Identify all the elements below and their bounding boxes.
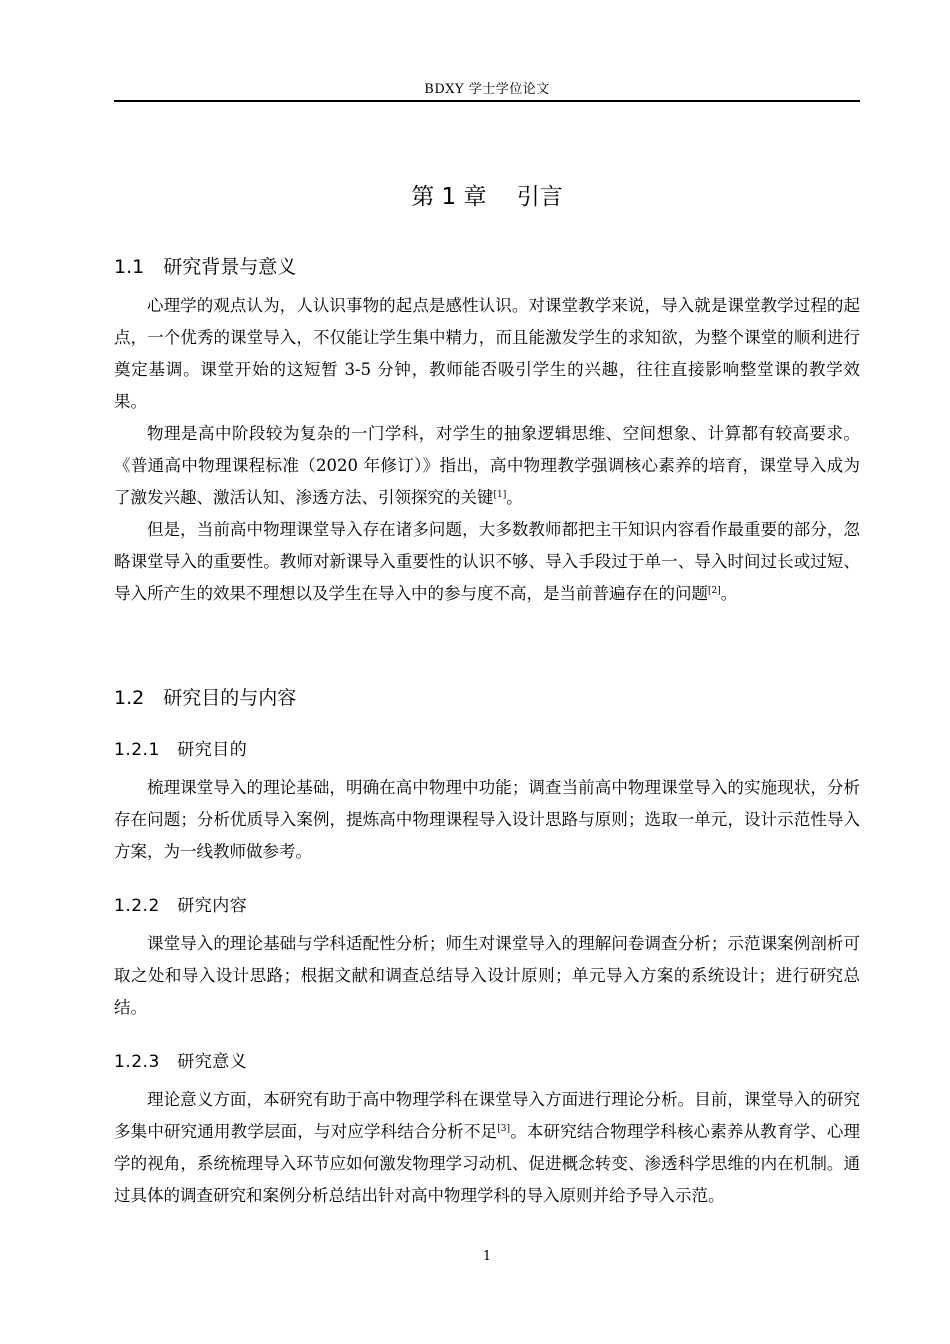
paragraph-tail: 。 <box>506 488 523 507</box>
page-number: 1 <box>482 1249 492 1264</box>
paragraph-significance <box>114 1084 860 1212</box>
paragraph-physics <box>114 418 860 514</box>
citation-ref: [2] <box>708 586 721 596</box>
section-heading-1-2: 1.2 研究目的与内容 <box>114 687 297 709</box>
paragraph-background <box>114 290 860 418</box>
subsection-heading-1-2-1: 1.2.1 研究目的 <box>114 740 248 760</box>
paragraph-tail: 。 <box>720 584 738 603</box>
chapter-title: 第 1 章 引言 <box>411 184 563 210</box>
citation-ref: [1] <box>493 490 507 500</box>
section-heading-1-1: 1.1 研究背景与意义 <box>114 256 297 278</box>
paragraph-text: 但是，当前高中物理课堂导入存在诸多问题，大多数教师都把主干知识内容看作最重要的部分，忽略课堂导入的重要性。教师对新课导入重要性的认识不够、导入手段过于单一、导入时间过长或过短、导入所产生的效果不理想以及学生在导入中的参与度不高，是当前普遍存在的问题 <box>114 520 860 603</box>
citation-ref: [3] <box>497 1124 511 1134</box>
paragraph-purpose: 梳理课堂导入的理论基础，明确在高中物理中功能；调查当前高中物理课堂导入的实施现状，分析存在问题；分析优质导入案例，提炼高中物理课程导入设计思路与原则；选取一单元，设计示范性导入方案，为一线教师做参考。 <box>114 778 860 861</box>
subsection-heading-1-2-2: 1.2.2 研究内容 <box>114 896 248 916</box>
paragraph-text: 理论意义方面，本研究有助于高中物理学科在课堂导入方面进行理论分析。目前，课堂导入的研究多集中研究通用教学层面，与对应学科结合分析不足 <box>114 1090 860 1141</box>
header-rule <box>114 100 860 102</box>
paragraph-problems <box>114 514 860 610</box>
paragraph-text: 心理学的观点认为，人认识事物的起点是感性认识。对课堂教学来说，导入就是课堂教学过程的起点，一个优秀的课堂导入，不仅能让学生集中精力，而且能激发学生的求知欲，为整个课堂的顺利进行奠定基调。课堂开始的这短暂 3-5 分钟，教师能否吸引学生的兴趣，往往直接影响整堂课的教学效果。 <box>114 296 860 411</box>
subsection-heading-1-2-3: 1.2.3 研究意义 <box>114 1052 248 1072</box>
paragraph-text: 物理是高中阶段较为复杂的一门学科，对学生的抽象逻辑思维、空间想象、计算都有较高要求。《普通高中物理课程标准（2020 年修订）》指出，高中物理教学强调核心素养的培育，课堂导入成为了激发兴趣、激活认知、渗透方法、引领探究的关键 <box>114 424 860 507</box>
paragraph-text-continued: 。本研究结合物理学科核心素养从教育学、心理学的视角，系统梳理导入环节应如何激发物理学习动机、促进概念转变、渗透科学思维的内在机制。通过具体的调查研究和案例分析总结出针对高中物理学科的导入原则并给予导入示范。 <box>114 1122 861 1205</box>
paragraph-content: 课堂导入的理论基础与学科适配性分析；师生对课堂导入的理解问卷调查分析；示范课案例剖析可取之处和导入设计思路；根据文献和调查总结导入设计原则；单元导入方案的系统设计；进行研究总结。 <box>114 934 860 1017</box>
running-header: BDXY 学士学位论文 <box>424 82 550 97</box>
